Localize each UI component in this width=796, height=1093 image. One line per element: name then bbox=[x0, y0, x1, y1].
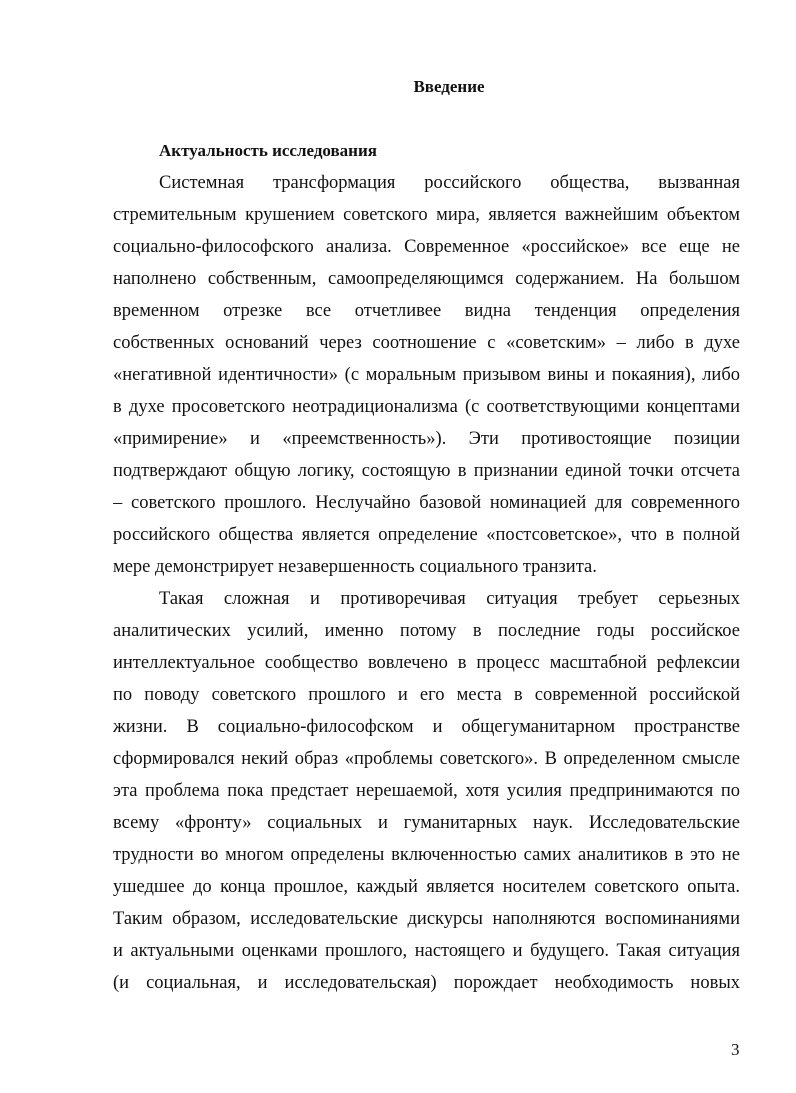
text-line: временном отрезке все отчетливее видна тенденция определения bbox=[113, 301, 740, 321]
text-line: сформировался некий образ «проблемы советского». В определенном смысле bbox=[113, 749, 740, 769]
text-line: Системная трансформация российского общества, вызванная bbox=[159, 173, 740, 193]
text-line: «негативной идентичности» (с моральным призывом вины и покаяния), либо bbox=[113, 365, 740, 385]
text-line: и актуальными оценками прошлого, настоящего и будущего. Такая ситуация bbox=[113, 941, 740, 961]
text-line: стремительным крушением советского мира, является важнейшим объектом bbox=[113, 205, 740, 225]
text-line: собственных оснований через соотношение с «советским» – либо в духе bbox=[113, 333, 740, 353]
text-line: в духе просоветского неотрадиционализма (с соответствующими концептами bbox=[113, 397, 740, 417]
text-line: мере демонстрирует незавершенность социального транзита. bbox=[113, 557, 597, 577]
text-line: жизни. В социально-философском и общегуманитарном пространстве bbox=[113, 717, 740, 737]
text-line: по поводу советского прошлого и его места в современной российской bbox=[113, 685, 740, 705]
text-line: эта проблема пока предстает нерешаемой, хотя усилия предпринимаются по bbox=[113, 781, 740, 801]
text-line: Такая сложная и противоречивая ситуация требует серьезных bbox=[159, 589, 740, 609]
text-line: интеллектуальное сообщество вовлечено в процесс масштабной рефлексии bbox=[113, 653, 740, 673]
text-line: подтверждают общую логику, состоящую в признании единой точки отсчета bbox=[113, 461, 740, 481]
text-line: трудности во многом определены включенностью самих аналитиков в это не bbox=[113, 845, 740, 865]
text-line: (и социальная, и исследовательская) порождает необходимость новых bbox=[113, 973, 740, 993]
text-line: аналитических усилий, именно потому в последние годы российское bbox=[113, 621, 740, 641]
text-line: российского общества является определение «постсоветское», что в полной bbox=[113, 525, 740, 545]
page-number: 3 bbox=[731, 1040, 740, 1059]
text-line: социально-философского анализа. Современное «российское» все еще не bbox=[113, 237, 740, 257]
text-line: ушедшее до конца прошлое, каждый является носителем советского опыта. bbox=[113, 877, 740, 897]
text-line: всему «фронту» социальных и гуманитарных наук. Исследовательские bbox=[113, 813, 740, 833]
text-line: – советского прошлого. Неслучайно базовой номинацией для современного bbox=[113, 493, 740, 513]
text-line: Таким образом, исследовательские дискурсы наполняются воспоминаниями bbox=[113, 909, 740, 929]
section-heading: Актуальность исследования bbox=[159, 141, 377, 160]
text-line: наполнено собственным, самоопределяющимся содержанием. На большом bbox=[113, 269, 740, 289]
text-line: «примирение» и «преемственность»). Эти противостоящие позиции bbox=[113, 429, 740, 449]
page-title: Введение bbox=[413, 77, 485, 96]
